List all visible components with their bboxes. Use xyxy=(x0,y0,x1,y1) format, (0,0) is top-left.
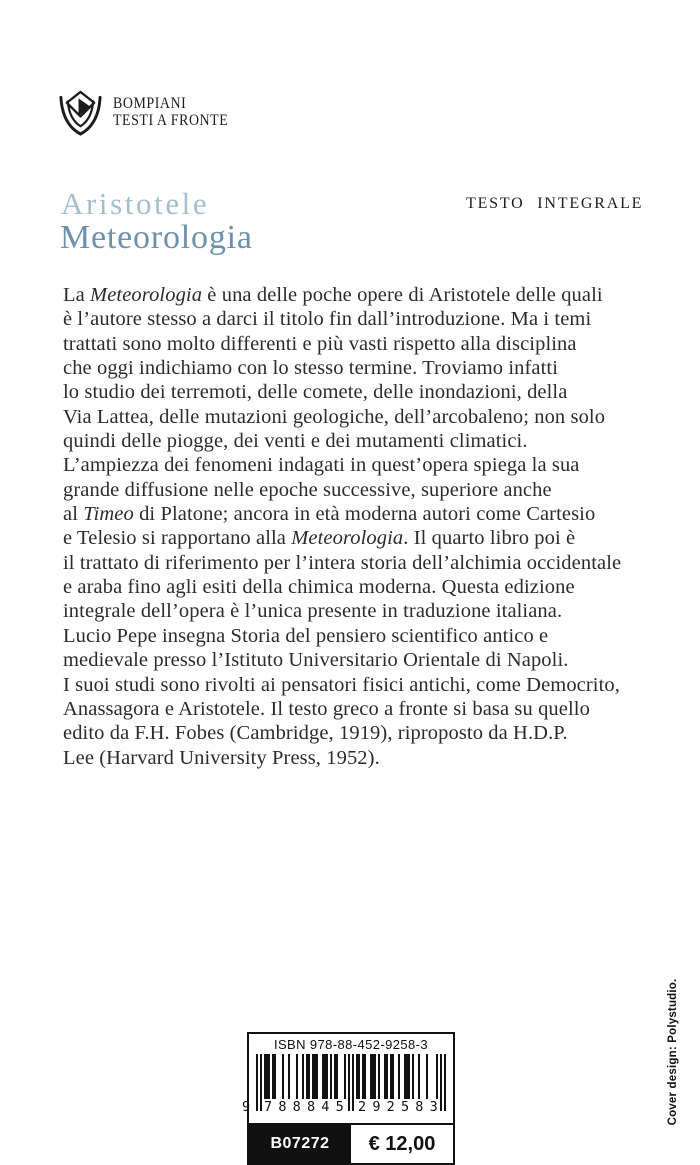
blurb-line: Via Lattea, delle mutazioni geologiche, dell’arcobaleno; non solo xyxy=(63,405,606,428)
blurb-line: I suoi studi sono rivolti ai pensatori fisici antichi, come Democrito, xyxy=(63,673,620,696)
blurb-line: al Timeo di Platone; ancora in età moderna autori come Cartesio xyxy=(63,503,596,526)
book-title: Meteorologia xyxy=(60,219,253,256)
blurb-line: Lee (Harvard University Press, 1952). xyxy=(63,746,380,769)
barcode-digits-left: 788845 xyxy=(264,1099,350,1115)
blurb-line: integrale dell’opera è l’unica presente in traduzione italiana. xyxy=(63,600,563,623)
blurb-text xyxy=(63,283,653,770)
barcode-digit-first: 9 xyxy=(242,1099,251,1115)
blurb-line: e araba fino agli esiti della chimica moderna. Questa edizione xyxy=(63,576,575,599)
blurb-line: e Telesio si rapportano alla Meteorologia. Il quarto libro poi è xyxy=(63,527,576,550)
price-row xyxy=(249,1123,453,1163)
blurb-line: edito da F.H. Fobes (Cambridge, 1919), riproposto da H.D.P. xyxy=(63,722,568,745)
blurb-line: medievale presso l’Istituto Universitario Orientale di Napoli. xyxy=(63,649,569,672)
barcode-block xyxy=(242,1032,455,1165)
isbn-label: ISBN 978-88-452-9258-3 xyxy=(273,1037,429,1052)
blurb-line: è l’autore stesso a darci il titolo fin dall’introduzione. Ma i temi xyxy=(63,308,592,331)
blurb-line: trattati sono molto differenti e più vasti rispetto alla disciplina xyxy=(63,332,577,355)
publisher-wordmark xyxy=(113,96,228,129)
series-name: TESTI A FRONTE xyxy=(113,111,229,129)
blurb-line: grande diffusione nelle epoche successive, superiore anche xyxy=(63,478,552,501)
publisher-brand xyxy=(57,89,241,139)
book-author: Aristotele xyxy=(61,186,210,221)
blurb-line: che oggi indichiamo con lo stesso termine. Troviamo infatti xyxy=(63,357,558,380)
blurb-line: La Meteorologia è una delle poche opere di Aristotele delle quali xyxy=(63,284,603,306)
blurb-line: il trattato di riferimento per l’intera storia dell’alchimia occidentale xyxy=(63,551,622,574)
blurb-line: Lucio Pepe insegna Storia del pensiero scientifico antico e xyxy=(63,624,549,647)
blurb-line: L’ampiezza dei fenomeni indagati in quest’opera spiega la sua xyxy=(63,454,580,477)
edition-note: TESTO INTEGRALE xyxy=(466,195,644,212)
price: € 12,00 xyxy=(351,1125,453,1163)
blurb-line: Anassagora e Aristotele. Il testo greco a fronte si basa su quello xyxy=(63,697,590,720)
ean13-barcode xyxy=(242,1054,446,1116)
product-code: B07272 xyxy=(249,1125,351,1163)
blurb-line: lo studio dei terremoti, delle comete, delle inondazioni, della xyxy=(63,381,568,404)
barcode-digits-right: 292583 xyxy=(358,1099,444,1115)
bompiani-tulip-icon xyxy=(57,89,104,139)
blurb-line: quindi delle piogge, dei venti e dei mutamenti climatici. xyxy=(63,430,528,453)
cover-design-credit: Cover design: Polystudio. xyxy=(667,978,679,1126)
publisher-name: BOMPIANI xyxy=(113,95,187,112)
